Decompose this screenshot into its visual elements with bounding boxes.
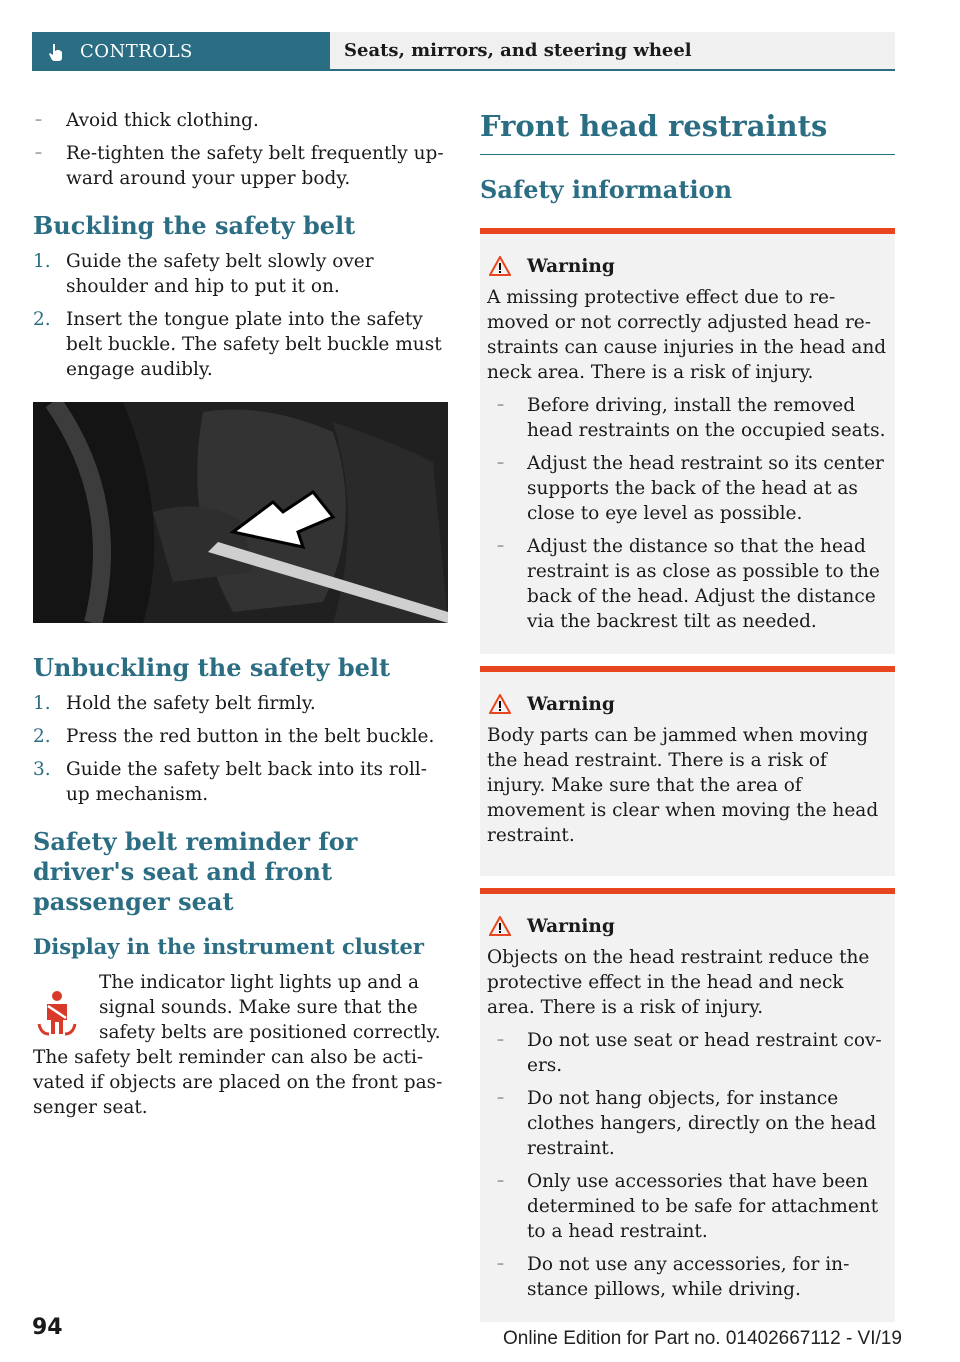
list-item: 1. Hold the safety belt firmly. bbox=[33, 693, 316, 714]
reminder-subheading: Display in the instrument cluster bbox=[33, 934, 424, 959]
list-item: – Only use accessories that have been determined to be safe for attachment to a head restraint. bbox=[497, 1171, 879, 1242]
warning-box bbox=[480, 888, 895, 1322]
safety-info-heading: Safety information bbox=[480, 175, 733, 204]
page-number: 94 bbox=[32, 1315, 63, 1340]
page-title: Front head restraints bbox=[480, 108, 895, 155]
warning-title: Warning bbox=[527, 916, 615, 937]
warning-box bbox=[480, 666, 895, 876]
section-label: CONTROLS bbox=[80, 41, 193, 62]
page-header bbox=[32, 32, 895, 71]
warning-text: Objects on the head restraint reduce the protective effect in the head and neck area. There is a risk of injury. bbox=[487, 947, 870, 1018]
warning-triangle-icon bbox=[489, 256, 511, 283]
section-tab bbox=[32, 32, 330, 71]
chapter-title: Seats, mirrors, and steering wheel bbox=[344, 40, 692, 61]
warning-text: A missing protective effect due to re-moved or not correctly adjusted head re-straints can cause injuries in the head and neck area. There is a risk of injury. bbox=[487, 287, 887, 383]
list-item: – Do not use seat or head restraint cov-ers. bbox=[497, 1030, 882, 1076]
list-item: – Adjust the distance so that the head restraint is as close as possible to the back of the head. Adjust the distance via the backrest tilt as needed. bbox=[497, 536, 880, 632]
list-item: 3. Guide the safety belt back into its roll-up mechanism. bbox=[33, 759, 427, 805]
warning-title: Warning bbox=[527, 256, 615, 277]
reminder-heading: Safety belt reminder for driver's seat and front passenger seat bbox=[33, 827, 358, 916]
list-item: 2. Insert the tongue plate into the safety belt buckle. The safety belt buckle must engage audibly. bbox=[33, 309, 442, 380]
left-column bbox=[33, 108, 448, 1120]
unbuckling-heading: Unbuckling the safety belt bbox=[33, 653, 391, 682]
indicator-block bbox=[33, 970, 448, 1045]
warning-box bbox=[480, 228, 895, 654]
list-item: – Before driving, install the removed head restraints on the occupied seats. bbox=[497, 395, 886, 441]
warning-triangle-icon bbox=[489, 916, 511, 943]
buckling-heading: Buckling the safety belt bbox=[33, 211, 356, 240]
list-item: 2. Press the red button in the belt buckle. bbox=[33, 726, 435, 747]
seatbelt-warning-icon bbox=[37, 990, 77, 1040]
warning-text: Body parts can be jammed when moving the head restraint. There is a risk of injury. Make sure that the area of movement is clear when moving the head restraint. bbox=[487, 725, 879, 846]
list-item: – Do not hang objects, for instance clothes hangers, directly on the head restraint. bbox=[497, 1088, 877, 1159]
list-item: – Avoid thick clothing. bbox=[35, 110, 259, 131]
warning-triangle-icon bbox=[489, 694, 511, 721]
list-item: – Re-tighten the safety belt frequently up-ward around your upper body. bbox=[35, 143, 444, 189]
right-column bbox=[480, 108, 895, 1322]
list-item: – Do not use any accessories, for in-stance pillows, while driving. bbox=[497, 1254, 850, 1300]
indicator-text: The indicator light lights up and a signal sounds. Make sure that the safety belts are positioned correctly. bbox=[99, 972, 441, 1043]
warning-title: Warning bbox=[527, 694, 615, 715]
hand-pointer-icon bbox=[46, 42, 66, 66]
seatbelt-photo bbox=[33, 402, 448, 623]
footer-edition: Online Edition for Part no. 01402667112 - VI/19 bbox=[503, 1328, 902, 1349]
chapter-tab bbox=[330, 32, 895, 71]
reminder-text: The safety belt reminder can also be acti-vated if objects are placed on the front pas-senger seat. bbox=[33, 1047, 443, 1118]
list-item: 1. Guide the safety belt slowly over shoulder and hip to put it on. bbox=[33, 251, 374, 297]
list-item: – Adjust the head restraint so its center supports the back of the head at as close to eye level as possible. bbox=[497, 453, 884, 524]
